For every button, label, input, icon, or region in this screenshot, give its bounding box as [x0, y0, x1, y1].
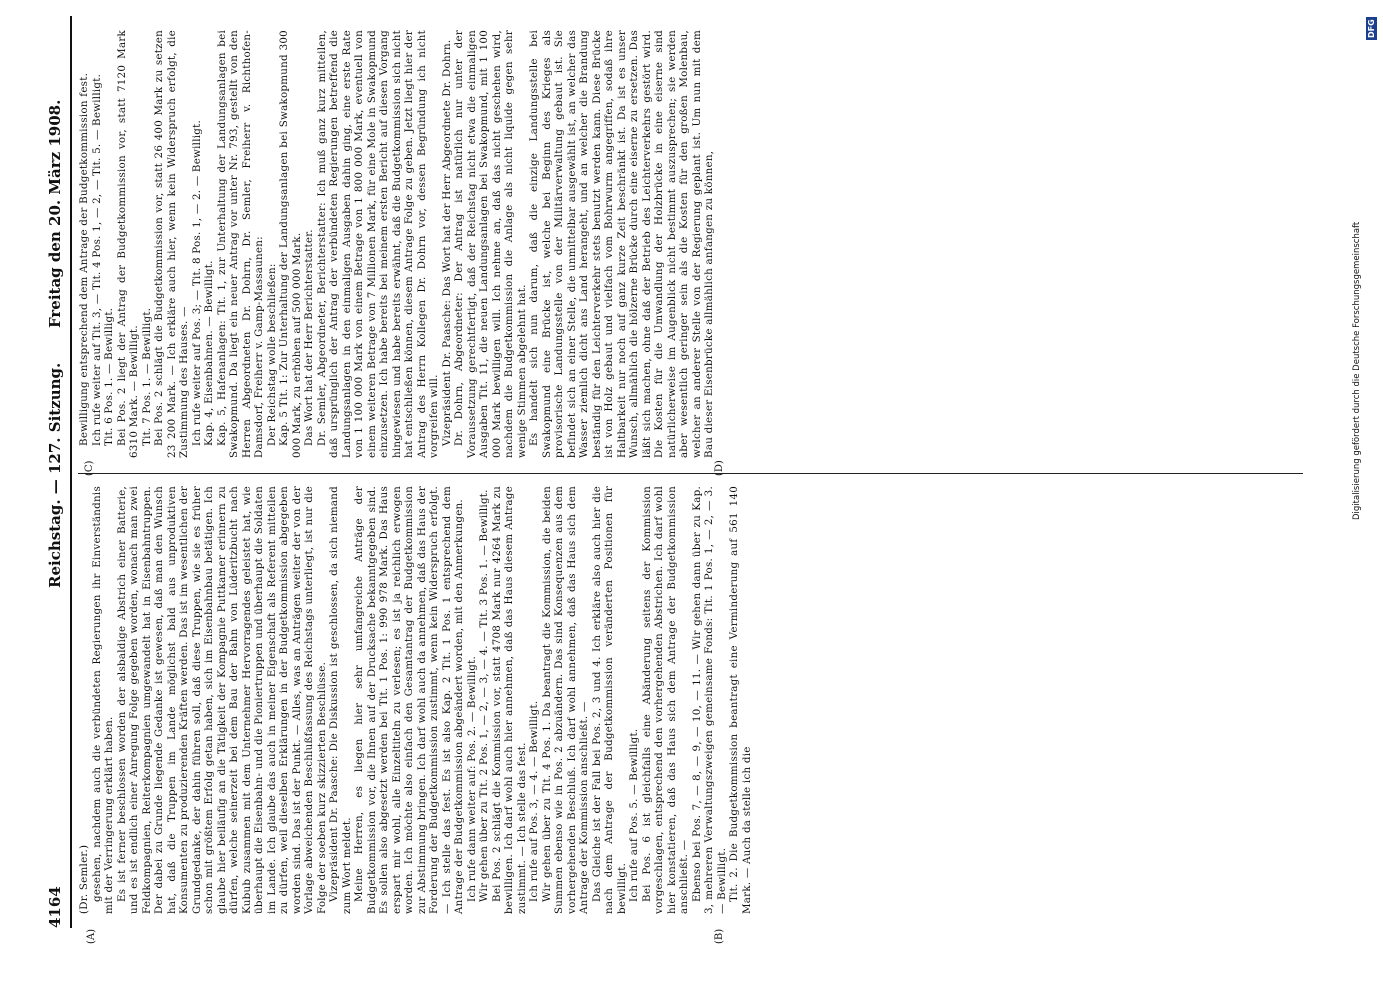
- paragraph: Wir gehen über zu Tit. 2 Pos. 1, — 2, — 3, — 4. — Tit. 3 Pos. 1. — Bewilligt.: [478, 489, 490, 902]
- paragraph: Ich rufe weiter auf Pos. 3; — Tit. 8 Pos. 1, — 2. — Bewilligt.: [190, 119, 203, 446]
- paragraph: Es handelt sich nun darum, daß die einzige Landungsstelle bei Swakopmund eine Brücke ist, welche bei Beginn des Krieges als provisorische Landungsstelle von der Militärverwaltung gebaut ist. Sie befindet sich an einer Stelle, die unmittelbar ausgewählt ist, an welcher das Wasser ziemlich dicht ans Land herangeht, und an welcher die Brandung beständig für den Leichterverkehr stets benutzt werden kann. Diese Brücke ist von Holz gebaut und vielfach vom Bohrwurm angegriffen, sodaß ihre Haltbarkeit nur noch auf ganz kurze Zeit beschränkt ist. Da ist es unser Wunsch, allmählich die hölzerne Brücke durch eine eiserne zu ersetzen. Das läßt sich machen, ohne daß der Betrieb des Leichterverkehrs gestört wird. Die Kosten für die Umwandlung der Holzbrücke in eine eiserne sind natürlicherweise im Augenblick nicht bestimmt auszusprechen; sie werden aber wesentlich geringer sein als die Kosten für den großen Molenbau, welcher an anderer Stelle von der Regierung geplant ist. Um nun mit dem Bau dieser Eisenbrücke allmählich anfangen zu können,: [528, 30, 715, 458]
- margin-mark-c: (C): [84, 460, 95, 476]
- paragraph: Ich rufe weiter auf Tit. 3, — Tit. 4 Pos. 1, — 2, — Tit. 5. — Bewilligt.: [90, 73, 103, 446]
- margin-mark-b: (B): [714, 928, 725, 944]
- paragraph: Bei Pos. 2 schlägt die Budgetkommission vor, statt 26 400 Mark zu setzen 23 200 Mark. — Ich erkläre auch hier, wenn kein Widerspruch erfolgt, die Zustimmung des Hauses. —: [153, 30, 190, 458]
- paragraph: Vizepräsident Dr. Paasche: Die Diskussion ist geschlossen, da sich niemand zum Wort meldet.: [328, 486, 353, 914]
- paragraph: Ebenso bei Pos. 7, — 8, — 9, — 10, — 11. — Wir gehen dann über zu Kap. 3, mehreren Verwaltungszweigen gemeinsame Fonds: Tit. 1 Pos. 1, — 2, — 3. — Bewilligt.: [690, 486, 728, 914]
- paragraph: Bei Pos. 2 schlägt die Kommission vor, statt 4708 Mark nur 4264 Mark zu bewilligen. Ich darf wohl auch hier annehmen, daß das Haus diesem Antrage zustimmt. — Ich stelle das fest.: [490, 486, 528, 914]
- dfg-logo: DFG: [1367, 19, 1376, 38]
- left-column: [78, 486, 753, 914]
- paragraph: Der Reichstag wolle beschließen:: [265, 263, 278, 446]
- paragraph: Kap. 5, Hafenanlagen: Tit. 1, zur Unterhaltung der Landungsanlagen bei Swakopmund. Da liegt ein neuer Antrag vor unter Nr. 793, gestellt von den Herren Abgeordneten Dr. Dohrn, Dr. Semler, Freiherr v. Richthofen-Damsdorf, Freiherr v. Gamp-Massaunen:: [215, 30, 265, 458]
- digitization-credit: Digitalisierung gefördert durch die Deutsche Forschungsgemeinschaft: [1352, 221, 1362, 520]
- paragraph: Kap. 5 Tit. 1: Zur Unterhaltung der Landungsanlagen bei Swakopmund 300 000 Mark, zu erhöhen auf 500 000 Mark.: [278, 30, 303, 458]
- paragraph: Meine Herren, es liegen hier sehr umfangreiche Anträge der Budgetkommission vor, die Ihnen auf der Drucksache bekanntgegeben sind. Es sollen also abgesetzt werden bei Tit. 1 Pos. 1: 990 978 Mark. Das Haus erspart mir wohl, alle Einzeltiteln zu verlesen; es ist ja reichlich erwogen worden. Ich möchte also einfach den Gesamtantrag der Budgetkommission zur Abstimmung bringen. Ich darf wohl auch da annehmen, daß das Haus der Forderung der Budgetkommission zustimmt, wenn kein Widerspruch erfolgt. — Ich stelle das fest. Es ist also Kap. 2 Tit. 1 Pos. 1 entsprechend dem Antrage der Budgetkommission abgeändert worden, mit den Anmerkungen.: [353, 486, 465, 914]
- header-date: Freitag den 20. März 1908.: [46, 99, 64, 328]
- page-body: [42, 16, 1312, 944]
- paragraph: Ich rufe dann weiter auf: Pos. 2. — Bewilligt.: [465, 655, 478, 902]
- paragraph: Kap. 4, Eisenbahnen. — Bewilligt.: [203, 260, 215, 446]
- paragraph: Vizepräsident Dr. Paasche: Das Wort hat der Herr Abgeordnete Dr. Dohrn.: [440, 39, 453, 446]
- paragraph: Bei Pos. 6 ist gleichfalls eine Abänderung seitens der Kommission vorgeschlagen, entsprechend den vorhergehenden Abstrichen. Ich darf wohl hier konstatieren, daß das Haus sich dem Antrage der Budgetkommission anschließt. —: [640, 486, 690, 914]
- paragraph: Bewilligung entsprechend dem Antrage der Budgetkommission fest.: [78, 72, 90, 446]
- paragraph: Wir gehen über zu Tit. 4 Pos. 1. Da beantragt die Kommission, die beiden Summen ebenso wie in Pos. 2 abzuändern. Das sind Konsequenzen aus dem vorhergehenden Beschluß. Ich darf wohl annehmen, daß das Haus sich dem Antrage der Kommission anschließt. —: [540, 486, 590, 914]
- column-divider: [78, 473, 1303, 474]
- paragraph: gesehen, nachdem auch die verbündeten Regierungen ihr Einverständnis mit der Verringerung erklärt haben.: [90, 486, 115, 914]
- paragraph: Das Wort hat der Herr Berichterstatter.: [303, 229, 315, 446]
- paragraph: (Dr. Semler.): [78, 844, 90, 914]
- paragraph: Ich rufe auf Pos. 5. — Bewilligt.: [628, 728, 640, 902]
- paragraph: Tit. 7 Pos. 1. — Bewilligt.: [140, 307, 153, 446]
- margin-mark-a: (A): [86, 928, 97, 944]
- paragraph: Tit. 6 Pos. 1. — Bewilligt.: [103, 307, 115, 446]
- paragraph: Tit. 2. Die Budgetkommission beantragt eine Verminderung auf 561 140 Mark. — Auch da stelle ich die: [728, 486, 753, 914]
- header-rule: [70, 16, 72, 928]
- right-column: [78, 30, 716, 458]
- paragraph: Dr. Dohrn, Abgeordneter: Der Antrag ist natürlich nur unter der Voraussetzung gerechtfertigt, daß der Reichstag nicht etwa die einmaligen Ausgaben Tit. 11, die neuen Landungsanlagen bei Swakopmund, mit 1 100 000 Mark bewilligen will. Ich nehme an, daß das nicht geschehen wird, nachdem die Budgetkommission die Anlage als nicht liquide gegen sehr wenige Stimmen abgelehnt hat.: [453, 30, 528, 458]
- paragraph: Es ist ferner beschlossen worden der alsbaldige Abstrich einer Batterie, und es ist endlich einer Anregung Folge gegeben worden, wonach man zwei Feldkompagnien, Reiterkompagnien umgewandelt hat in Eisenbahntruppen. Der dabei zu Grunde liegende Gedanke ist gewesen, daß man den Wunsch hat, daß die Truppen im Lande möglichst bald aus unproduktiven Konsumenten zu produzierenden Kräften werden. Das ist im wesentlichen der Grundgedanke, der dahin führen soll, daß diese Truppen, wie sie es früher schon mit größtem Erfolg getan haben, sich im Eisenbahnbau betätigen. Ich glaube hier beiläufig an die Tätigkeit der Kompagnie Puttkamer erinnern zu dürfen, welche seinerzeit bei dem Bau der Bahn von Lüderitzbucht nach Kubub zusammen mit dem Unternehmer Hervorragendes geleistet hat, wie überhaupt die Eisenbahn- und die Pioniertruppen und überhaupt die Soldaten im Lande. Ich glaube das auch in meiner Eigenschaft als Referent mitteilen zu dürfen, weil dieselben Erklärungen in der Budgetkommission abgegeben worden sind. Das ist der Punkt. — Alles, was an Anträgen weiter der von der Vorlage abweichenden Beschlußfassung des Reichstags unterliegt, ist nur die Folge der soeben kurz skizzierten Beschlüsse.: [115, 486, 328, 914]
- page-header: [42, 16, 68, 928]
- page-number: 4164: [46, 886, 64, 928]
- header-title: Reichstag. — 127. Sitzung.: [46, 362, 64, 588]
- paragraph: Bei Pos. 2 liegt der Antrag der Budgetkommission vor, statt 7120 Mark 6310 Mark. — Bewilligt.: [115, 30, 140, 458]
- paragraph: Dr. Semler, Abgeordneter, Berichterstatter: Ich muß ganz kurz mitteilen, daß ursprünglich der Antrag der verbündeten Regierungen betreffend die Landungsanlagen in den einmaligen Ausgaben dahin ging, eine erste Rate von 1 100 000 Mark von einem Betrage von 1 800 000 Mark, eventuell von einem weiteren Betrage von 7 Millionen Mark, für eine Mole in Swakopmund einzusetzen. Ich habe bereits bei meinem ersten Bericht auf diesen Vorgang hingewiesen und habe bereits erwähnt, daß die Budgetkommission sich nicht hat entschließen können, diesem Antrage Folge zu geben. Jetzt liegt hier der Antrag des Herrn Kollegen Dr. Dohrn vor, dessen Begründung ich nicht vorgreifen will.: [315, 30, 440, 458]
- paragraph: Ich rufe auf Pos. 3, — 4. — Bewilligt.: [528, 700, 540, 902]
- paragraph: Das Gleiche ist der Fall bei Pos. 2, 3 und 4. Ich erkläre also auch hier die nach dem Antrage der Budgetkommission veränderten Positionen für bewilligt.: [590, 486, 628, 914]
- margin-mark-d: (D): [714, 460, 725, 476]
